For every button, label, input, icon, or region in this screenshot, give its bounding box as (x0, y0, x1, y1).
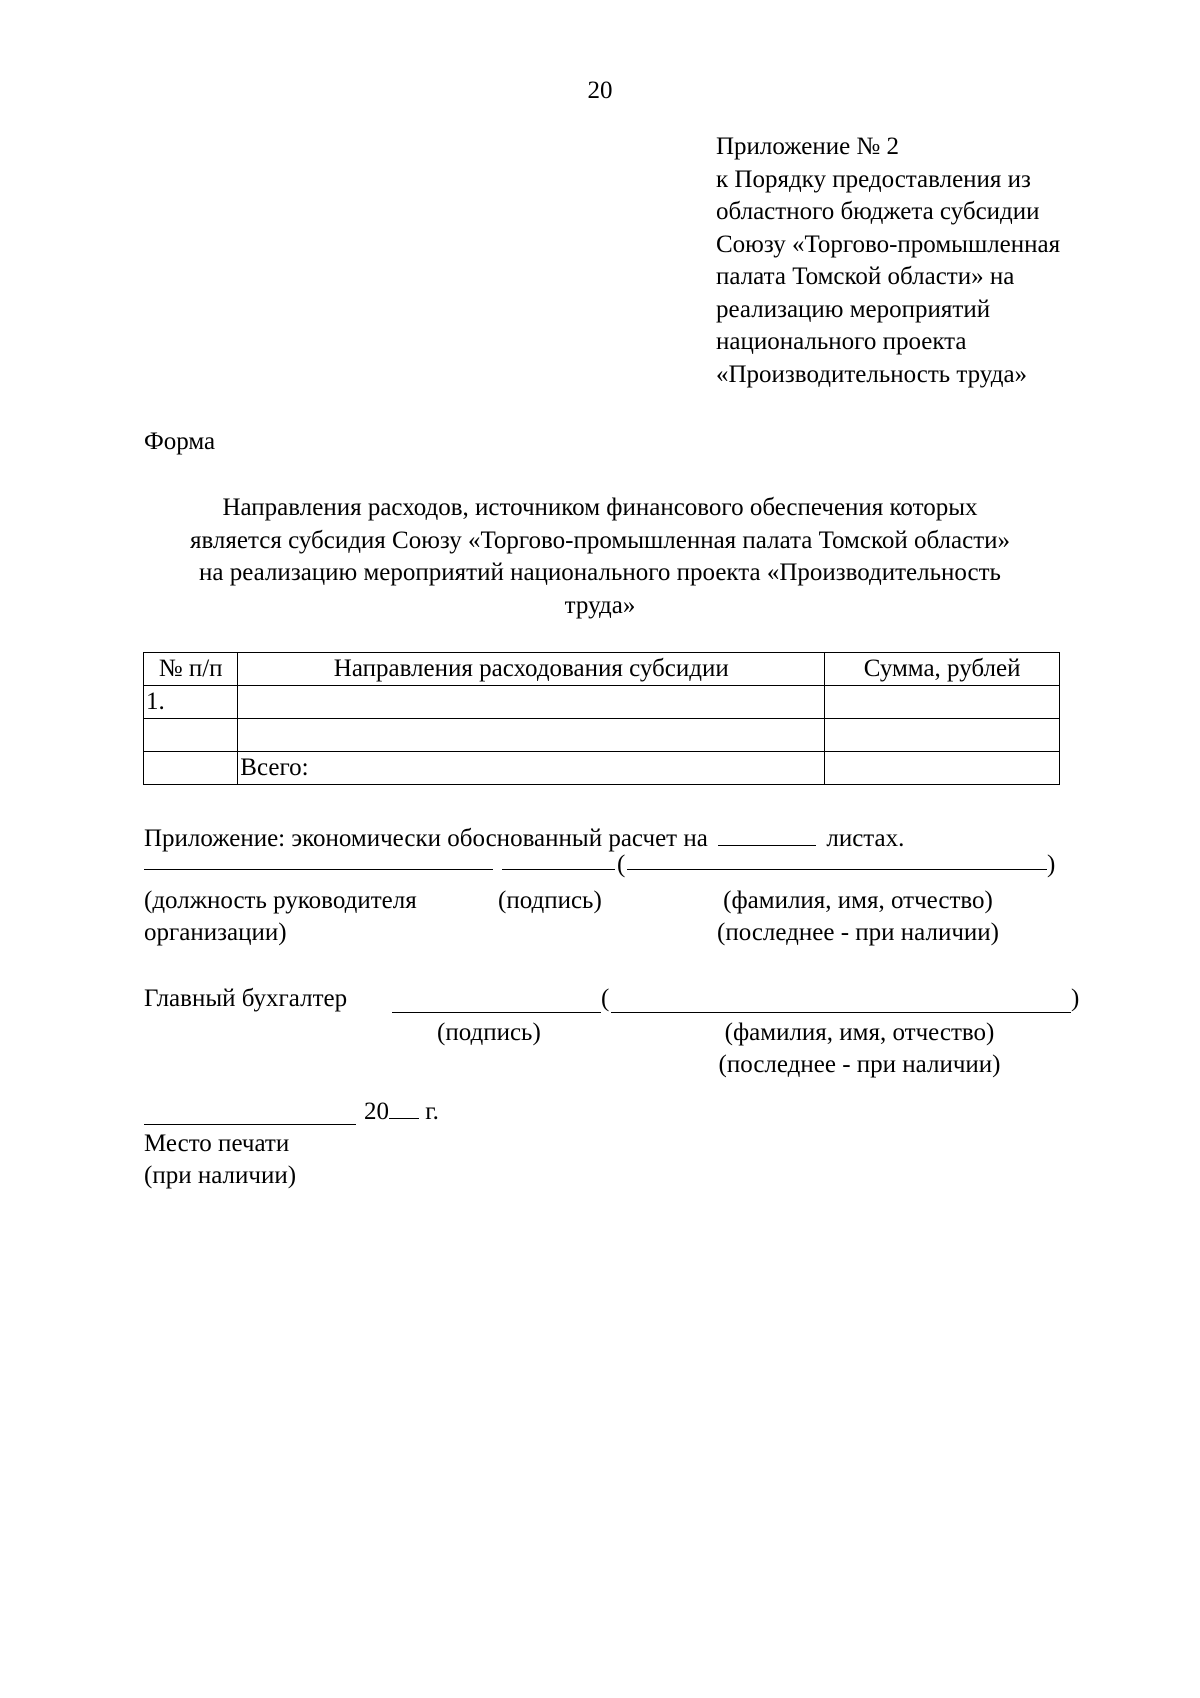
cell-number[interactable] (144, 752, 238, 785)
seal-note (144, 1128, 296, 1192)
caption-line: организации) (144, 919, 287, 946)
table-header-row (144, 653, 1060, 686)
title-line: является субсидия Союзу «Торгово-промышленная палата Томской области» (189, 526, 1011, 554)
manager-signature-caption: (подпись) (498, 887, 602, 914)
caption-line: (последнее - при наличии) (718, 1051, 1001, 1078)
close-paren: ) (1071, 985, 1080, 1012)
table-row (144, 719, 1060, 752)
cell-total-label: Всего: (238, 752, 825, 785)
appendix-header (716, 131, 1060, 391)
cell-direction[interactable] (238, 686, 825, 719)
appendix-header-line: палата Томской области» на (716, 263, 1015, 290)
header-number: № п/п (144, 653, 238, 686)
appendix-header-line: к Порядку предоставления из (716, 165, 1031, 193)
seal-line: Место печати (144, 1130, 290, 1157)
manager-name-field[interactable] (627, 869, 1047, 870)
title-line: труда» (564, 591, 636, 619)
header-direction: Направления расходования субсидии (238, 653, 825, 686)
accountant-signature-caption: (подпись) (437, 1019, 541, 1046)
title-line: на реализацию мероприятий национального проекта «Производительность (199, 559, 1001, 586)
year-suffix: г. (425, 1098, 439, 1125)
manager-position-field[interactable] (144, 869, 493, 870)
attachment-line (144, 823, 904, 854)
title-line: Направления расходов, источником финансового обеспечения которых (222, 494, 978, 521)
caption-line: (фамилия, имя, отчество) (724, 1019, 995, 1046)
year-field[interactable] (389, 1096, 419, 1119)
cell-direction[interactable] (238, 719, 825, 752)
page-number: 20 (587, 77, 613, 104)
table-row (144, 686, 1060, 719)
appendix-header-line: «Производительность труда» (716, 360, 1028, 388)
table-total-row (144, 752, 1060, 785)
close-paren: ) (1047, 851, 1056, 878)
accountant-name-caption (672, 1017, 1047, 1081)
manager-position-caption (144, 885, 417, 949)
appendix-header-line: Приложение № 2 (716, 133, 900, 160)
manager-signature-field[interactable] (502, 869, 615, 870)
header-sum: Сумма, рублей (825, 653, 1060, 686)
open-paren: ( (601, 985, 610, 1012)
accountant-signature-field[interactable] (392, 1012, 601, 1013)
accountant-label: Главный бухгалтер (144, 985, 348, 1012)
cell-sum[interactable] (825, 686, 1060, 719)
cell-sum[interactable] (825, 719, 1060, 752)
expenses-table (143, 652, 1060, 785)
year-prefix: 20 (364, 1098, 389, 1125)
seal-line: (при наличии) (144, 1162, 297, 1189)
date-year (364, 1096, 439, 1127)
sheets-count-field[interactable] (718, 823, 816, 846)
cell-total-sum[interactable] (825, 752, 1060, 785)
appendix-header-line: Союзу «Торгово-промышленная (716, 230, 1061, 258)
manager-name-caption (672, 885, 1044, 949)
appendix-header-line: реализацию мероприятий (716, 295, 991, 323)
open-paren: ( (617, 851, 626, 878)
accountant-name-field[interactable] (611, 1012, 1071, 1013)
attachment-prefix: Приложение: экономически обоснованный расчет на (144, 825, 708, 852)
cell-number[interactable] (144, 719, 238, 752)
cell-number[interactable]: 1. (144, 686, 238, 719)
attachment-suffix: листах. (826, 825, 905, 852)
appendix-header-line: национального проекта (716, 328, 967, 355)
appendix-header-line: областного бюджета субсидии (716, 198, 1040, 225)
caption-line: (последнее - при наличии) (717, 919, 999, 946)
form-label: Форма (144, 428, 216, 455)
date-field[interactable] (144, 1124, 356, 1125)
document-title (120, 492, 1080, 622)
caption-line: (фамилия, имя, отчество) (723, 887, 993, 914)
caption-line: (должность руководителя (144, 887, 417, 914)
